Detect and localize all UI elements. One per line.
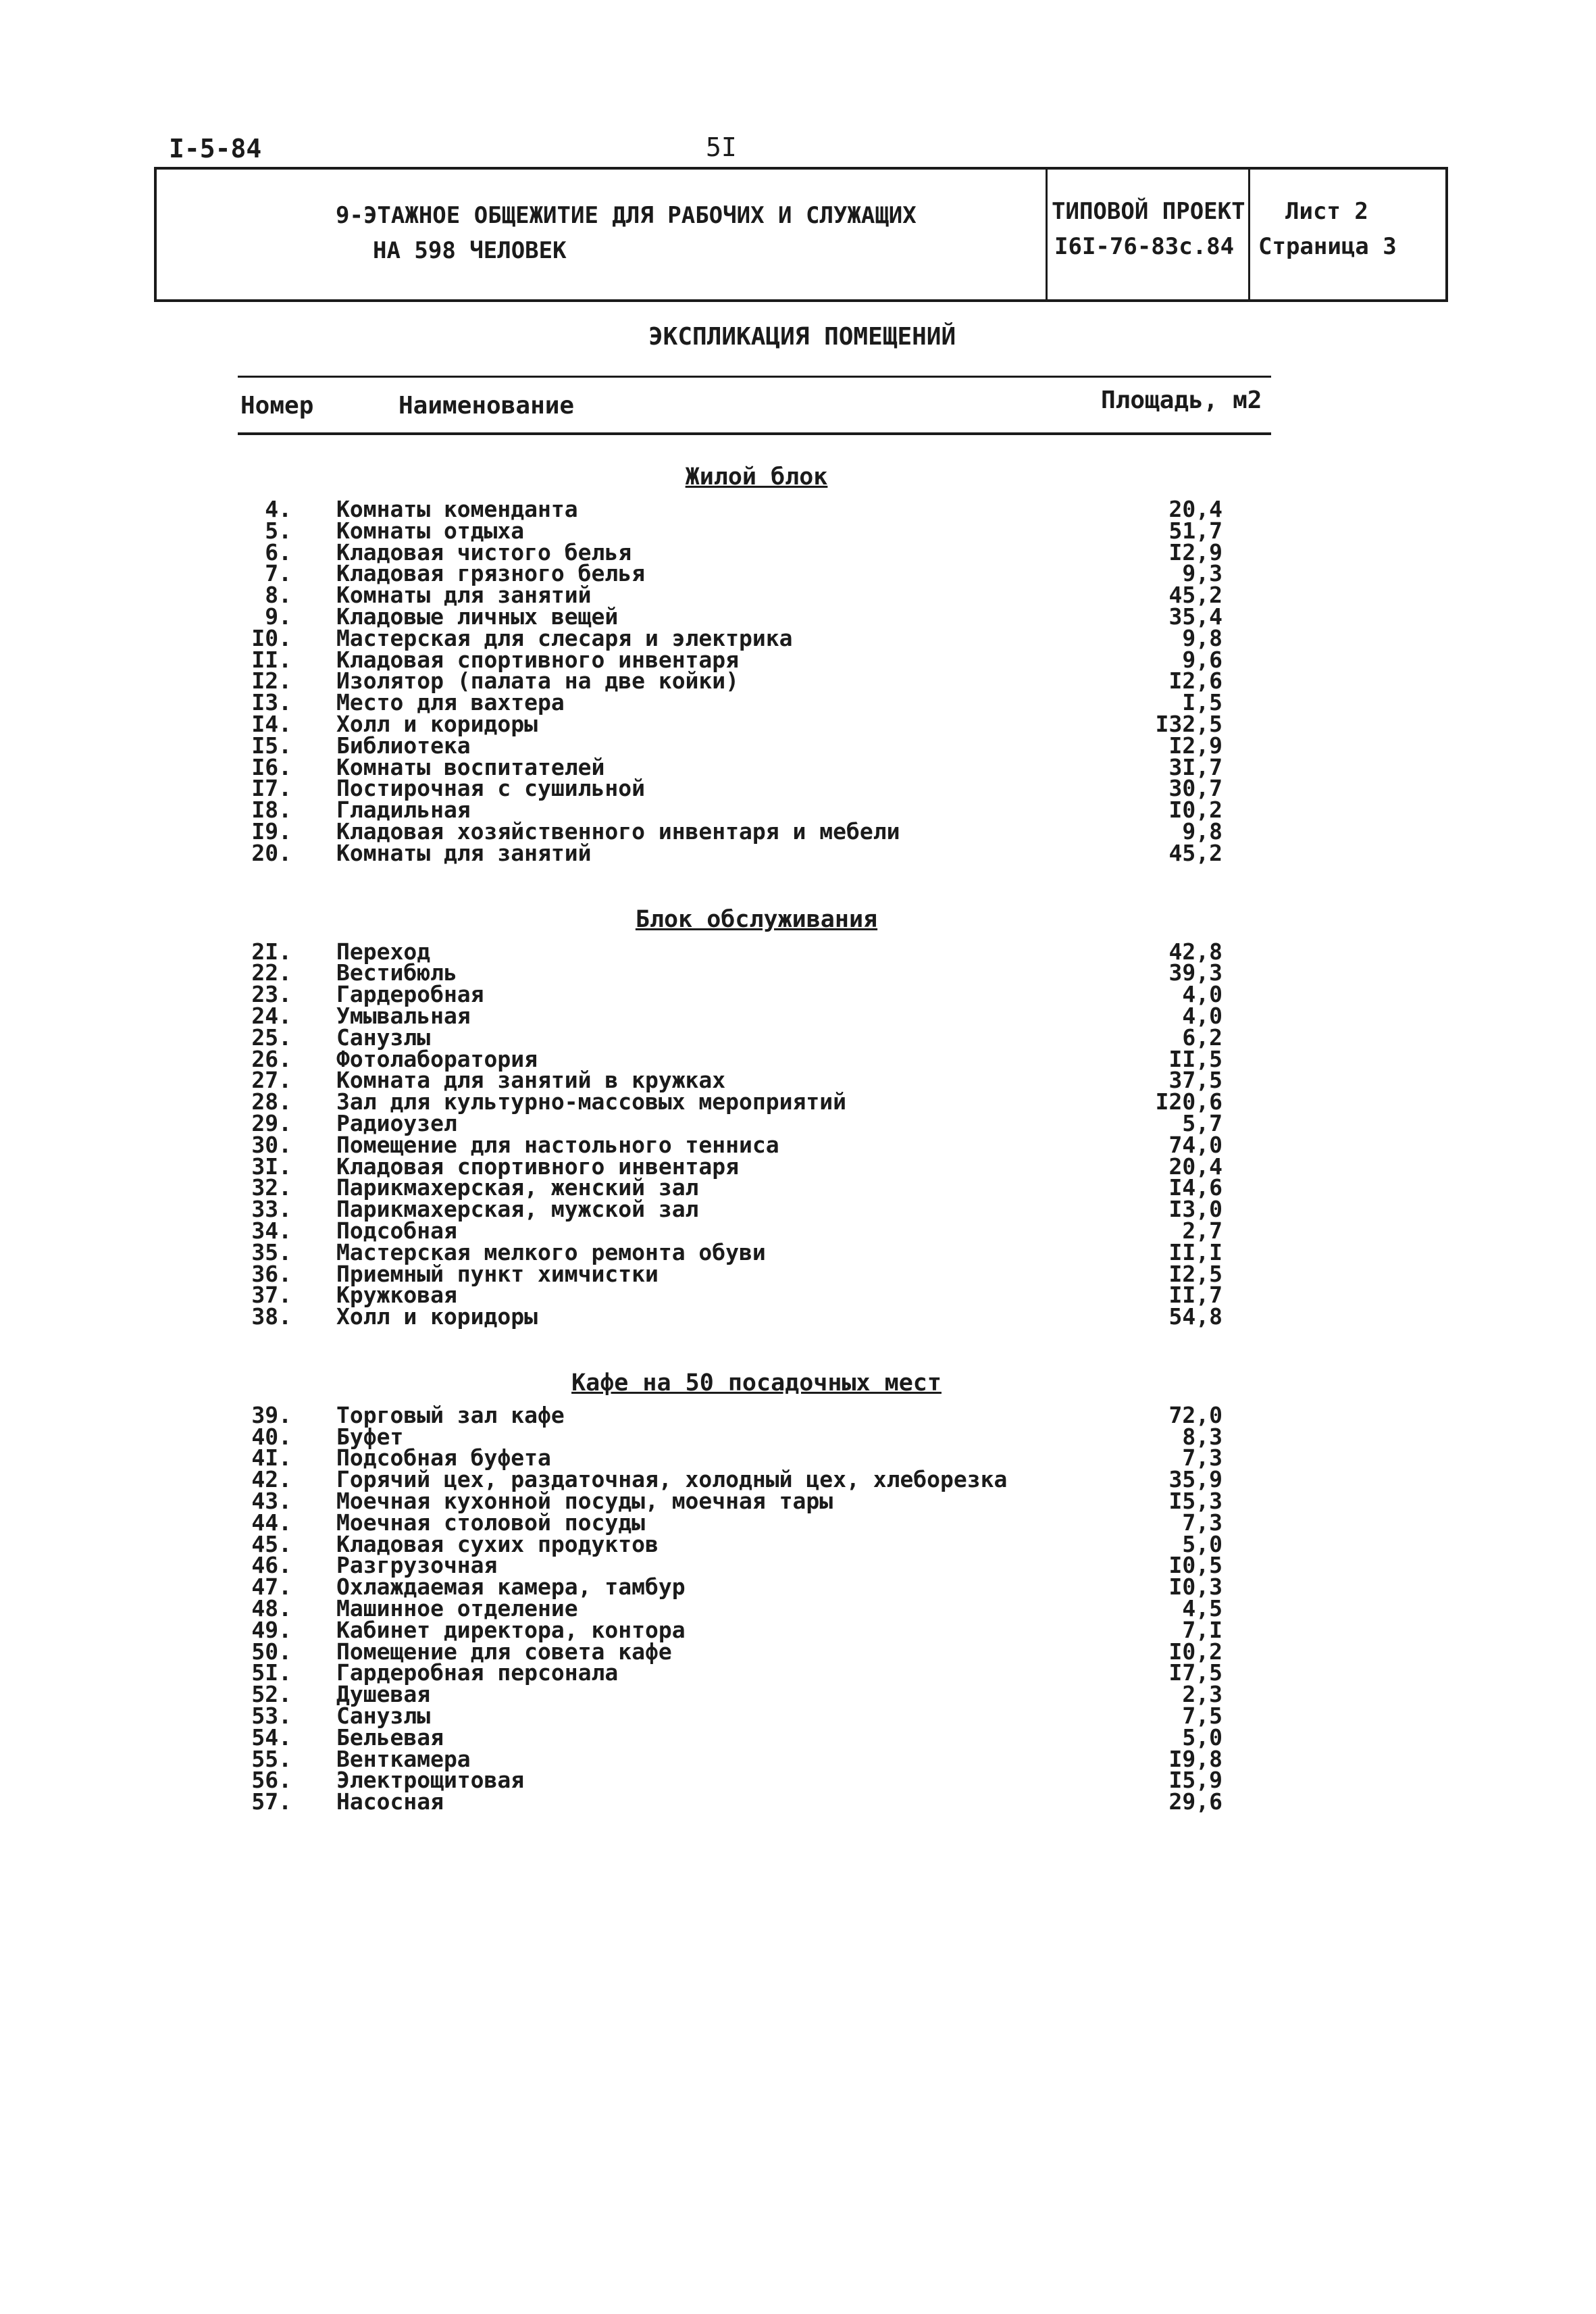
explication-table	[236, 451, 1277, 1813]
table-row	[236, 1509, 1277, 1536]
room-number: 22.	[251, 959, 292, 986]
room-name: Кладовая хозяйственного инвентаря и мебели	[336, 818, 900, 845]
title-line-2: НА 598 ЧЕЛОВЕК	[373, 237, 567, 264]
room-number: 4.	[265, 496, 292, 522]
room-number: 4I.	[251, 1444, 292, 1472]
room-area: I4,6	[1168, 1174, 1222, 1201]
room-number: 8.	[265, 582, 292, 609]
room-number: 39.	[251, 1401, 292, 1428]
room-name: Охлаждаемая камера, тамбур	[336, 1574, 686, 1601]
room-number: I6.	[251, 753, 292, 780]
room-name: Место для вахтера	[336, 689, 565, 716]
room-name: Помещение для совета кафе	[336, 1638, 672, 1665]
room-name: Комнаты коменданта	[336, 496, 578, 522]
room-area: 4,5	[1182, 1595, 1222, 1622]
room-area: I,5	[1182, 689, 1222, 716]
room-area: 35,9	[1168, 1466, 1222, 1493]
room-area: II,5	[1168, 1045, 1222, 1072]
room-name: Вестибюль	[336, 959, 457, 986]
title-cell	[157, 170, 1048, 299]
room-name: Мастерская мелкого ремонта обуви	[336, 1238, 766, 1265]
room-area: I0,5	[1168, 1552, 1222, 1579]
room-number: 35.	[251, 1238, 292, 1265]
table-row	[236, 624, 1277, 651]
room-name: Гардеробная	[336, 981, 484, 1008]
room-area: I0,3	[1168, 1574, 1222, 1601]
room-name: Санузлы	[336, 1024, 431, 1051]
room-number: 46.	[251, 1552, 292, 1579]
room-area: 39,3	[1168, 959, 1222, 986]
room-area: I7,5	[1168, 1659, 1222, 1686]
room-number: 36.	[251, 1260, 292, 1287]
room-number: 3I.	[251, 1153, 292, 1180]
document-code: I-5-84	[169, 134, 262, 164]
room-name: Парикмахерская, женский зал	[336, 1174, 699, 1201]
room-name: Комнаты для занятий	[336, 839, 592, 866]
room-number: 2I.	[251, 938, 292, 965]
table-sections	[236, 455, 1277, 1813]
room-number: 57.	[251, 1788, 292, 1815]
room-name: Электрощитовая	[336, 1767, 525, 1794]
room-area: 45,2	[1168, 839, 1222, 866]
room-area: I9,8	[1168, 1745, 1222, 1772]
room-area: 20,4	[1168, 496, 1222, 522]
title-block	[154, 167, 1448, 302]
column-header-area: Площадь, м2	[1101, 386, 1262, 414]
room-name: Помещение для настольного тенниса	[336, 1131, 779, 1158]
room-name: Горячий цех, раздаточная, холодный цех, хлеборезка	[336, 1466, 1008, 1493]
room-number: I7.	[251, 775, 292, 802]
room-name: Душевая	[336, 1681, 431, 1708]
sheet-label: Лист 2	[1285, 198, 1368, 225]
room-number: 33.	[251, 1196, 292, 1223]
page-label: Страница 3	[1258, 233, 1397, 260]
room-number: 26.	[251, 1045, 292, 1072]
room-name: Насосная	[336, 1788, 444, 1815]
room-area: II,7	[1168, 1282, 1222, 1309]
room-number: 23.	[251, 981, 292, 1008]
room-name: Изолятор (палата на две койки)	[336, 668, 740, 695]
room-number: I2.	[251, 668, 292, 695]
room-area: I2,9	[1168, 732, 1222, 759]
room-name: Машинное отделение	[336, 1595, 578, 1622]
room-area: 9,8	[1182, 818, 1222, 845]
room-area: 7,3	[1182, 1509, 1222, 1536]
room-number: I5.	[251, 732, 292, 759]
room-name: Санузлы	[336, 1703, 431, 1730]
table-row	[236, 1217, 1277, 1244]
room-number: 54.	[251, 1724, 292, 1751]
room-name: Комнаты для занятий	[336, 582, 592, 609]
room-number: I9.	[251, 818, 292, 845]
project-code: I6I-76-83с.84	[1054, 233, 1235, 260]
room-area: 9,3	[1182, 560, 1222, 587]
section-heading: Кафе на 50 посадочных мест	[571, 1369, 942, 1397]
room-number: 9.	[265, 603, 292, 630]
room-number: 34.	[251, 1217, 292, 1244]
room-number: 5I.	[251, 1659, 292, 1686]
table-row	[236, 710, 1277, 737]
room-number: 45.	[251, 1530, 292, 1557]
room-area: 4,0	[1182, 1002, 1222, 1029]
room-area: 51,7	[1168, 517, 1222, 544]
room-number: 30.	[251, 1131, 292, 1158]
table-row	[236, 1024, 1277, 1051]
room-number: I4.	[251, 710, 292, 737]
room-name: Переход	[336, 938, 431, 965]
room-number: 40.	[251, 1423, 292, 1450]
room-number: 6.	[265, 538, 292, 565]
table-title: ЭКСПЛИКАЦИЯ ПОМЕЩЕНИЙ	[648, 323, 956, 351]
room-name: Моечная столовой посуды	[336, 1509, 645, 1536]
room-area: I0,2	[1168, 1638, 1222, 1665]
room-area: 4,0	[1182, 981, 1222, 1008]
room-name: Приемный пункт химчистки	[336, 1260, 659, 1287]
room-area: 6,2	[1182, 1024, 1222, 1051]
table-row	[236, 517, 1277, 544]
table-row	[236, 603, 1277, 630]
section-gap	[236, 864, 1277, 894]
project-label: ТИПОВОЙ ПРОЕКТ	[1052, 198, 1245, 225]
room-name: Моечная кухонной посуды, моечная тары	[336, 1488, 833, 1515]
room-area: 7,3	[1182, 1444, 1222, 1472]
room-number: 37.	[251, 1282, 292, 1309]
room-name: Кладовая спортивного инвентаря	[336, 646, 740, 673]
table-row	[236, 1002, 1277, 1029]
room-area: 5,0	[1182, 1724, 1222, 1751]
room-area: 45,2	[1168, 582, 1222, 609]
room-number: 25.	[251, 1024, 292, 1051]
table-row	[236, 1303, 1277, 1330]
room-area: I32,5	[1155, 710, 1222, 737]
header-top-rule	[238, 376, 1271, 378]
room-area: II,I	[1168, 1238, 1222, 1265]
room-area: 72,0	[1168, 1401, 1222, 1428]
room-area: I5,3	[1168, 1488, 1222, 1515]
room-area: 29,6	[1168, 1788, 1222, 1815]
room-number: I3.	[251, 689, 292, 716]
room-area: 74,0	[1168, 1131, 1222, 1158]
room-number: 55.	[251, 1745, 292, 1772]
room-area: 7,5	[1182, 1703, 1222, 1730]
room-area: I0,2	[1168, 797, 1222, 824]
page-number: 5I	[706, 132, 737, 162]
room-area: I20,6	[1155, 1088, 1222, 1115]
room-name: Зал для культурно-массовых мероприятий	[336, 1088, 846, 1115]
table-row	[236, 1616, 1277, 1643]
room-name: Кружковая	[336, 1282, 457, 1309]
room-name: Кабинет директора, контора	[336, 1616, 686, 1643]
column-header-name: Наименование	[398, 392, 575, 420]
room-name: Буфет	[336, 1423, 404, 1450]
table-row	[236, 1788, 1277, 1815]
room-name: Торговый зал кафе	[336, 1401, 565, 1428]
column-header-number: Номер	[240, 392, 314, 420]
room-name: Холл и коридоры	[336, 1303, 538, 1330]
room-number: 7.	[265, 560, 292, 587]
section-gap	[236, 1328, 1277, 1357]
table-row	[236, 1238, 1277, 1265]
table-row	[236, 1109, 1277, 1136]
room-area: 2,3	[1182, 1681, 1222, 1708]
room-name: Кладовая чистого белья	[336, 538, 632, 565]
room-area: I2,6	[1168, 668, 1222, 695]
room-name: Холл и коридоры	[336, 710, 538, 737]
room-name: Парикмахерская, мужской зал	[336, 1196, 699, 1223]
room-area: I2,9	[1168, 538, 1222, 565]
room-area: 8,3	[1182, 1423, 1222, 1450]
room-area: I3,0	[1168, 1196, 1222, 1223]
room-number: 27.	[251, 1067, 292, 1094]
room-name: Кладовые личных вещей	[336, 603, 619, 630]
room-area: 9,6	[1182, 646, 1222, 673]
room-area: I2,5	[1168, 1260, 1222, 1287]
room-area: 9,8	[1182, 624, 1222, 651]
table-row	[236, 1131, 1277, 1158]
room-name: Комнаты отдыха	[336, 517, 525, 544]
room-number: 47.	[251, 1574, 292, 1601]
room-name: Подсобная	[336, 1217, 457, 1244]
room-area: 7,I	[1182, 1616, 1222, 1643]
room-number: 52.	[251, 1681, 292, 1708]
room-number: 48.	[251, 1595, 292, 1622]
room-area: 42,8	[1168, 938, 1222, 965]
room-name: Разгрузочная	[336, 1552, 498, 1579]
room-number: I8.	[251, 797, 292, 824]
room-number: 49.	[251, 1616, 292, 1643]
room-area: 5,7	[1182, 1109, 1222, 1136]
room-number: 42.	[251, 1466, 292, 1493]
room-area: 37,5	[1168, 1067, 1222, 1094]
room-number: 32.	[251, 1174, 292, 1201]
section-heading: Жилой блок	[685, 463, 828, 491]
room-name: Кладовая грязного белья	[336, 560, 645, 587]
table-row	[236, 818, 1277, 845]
table-row	[236, 839, 1277, 866]
table-row	[236, 1401, 1277, 1428]
room-area: 54,8	[1168, 1303, 1222, 1330]
room-number: 53.	[251, 1703, 292, 1730]
room-area: 2,7	[1182, 1217, 1222, 1244]
room-area: 5,0	[1182, 1530, 1222, 1557]
table-row	[236, 1724, 1277, 1751]
room-number: 50.	[251, 1638, 292, 1665]
room-name: Подсобная буфета	[336, 1444, 551, 1472]
room-name: Гардеробная персонала	[336, 1659, 619, 1686]
room-area: 20,4	[1168, 1153, 1222, 1180]
room-name: Радиоузел	[336, 1109, 457, 1136]
room-area: I5,9	[1168, 1767, 1222, 1794]
room-number: 24.	[251, 1002, 292, 1029]
room-number: 29.	[251, 1109, 292, 1136]
room-name: Фотолаборатория	[336, 1045, 538, 1072]
room-name: Венткамера	[336, 1745, 471, 1772]
room-number: 38.	[251, 1303, 292, 1330]
room-name: Комнаты воспитателей	[336, 753, 605, 780]
room-number: I0.	[251, 624, 292, 651]
room-area: 3I,7	[1168, 753, 1222, 780]
room-number: II.	[251, 646, 292, 673]
room-name: Комната для занятий в кружках	[336, 1067, 726, 1094]
room-area: 30,7	[1168, 775, 1222, 802]
room-name: Библиотека	[336, 732, 471, 759]
room-name: Кладовая сухих продуктов	[336, 1530, 659, 1557]
header-bottom-rule	[238, 432, 1271, 435]
project-cell	[1048, 170, 1250, 299]
room-number: 44.	[251, 1509, 292, 1536]
room-name: Гладильная	[336, 797, 471, 824]
section-heading: Блок обслуживания	[635, 905, 878, 933]
room-name: Постирочная с сушильной	[336, 775, 645, 802]
title-line-1: 9-ЭТАЖНОЕ ОБЩЕЖИТИЕ ДЛЯ РАБОЧИХ И СЛУЖАЩИХ	[336, 202, 917, 229]
room-number: 20.	[251, 839, 292, 866]
room-number: 56.	[251, 1767, 292, 1794]
room-name: Кладовая спортивного инвентаря	[336, 1153, 740, 1180]
room-area: 35,4	[1168, 603, 1222, 630]
room-number: 43.	[251, 1488, 292, 1515]
room-number: 28.	[251, 1088, 292, 1115]
sheet-cell	[1250, 170, 1445, 299]
table-row	[236, 732, 1277, 759]
room-name: Бельевая	[336, 1724, 444, 1751]
room-number: 5.	[265, 517, 292, 544]
room-name: Мастерская для слесаря и электрика	[336, 624, 793, 651]
room-name: Умывальная	[336, 1002, 471, 1029]
